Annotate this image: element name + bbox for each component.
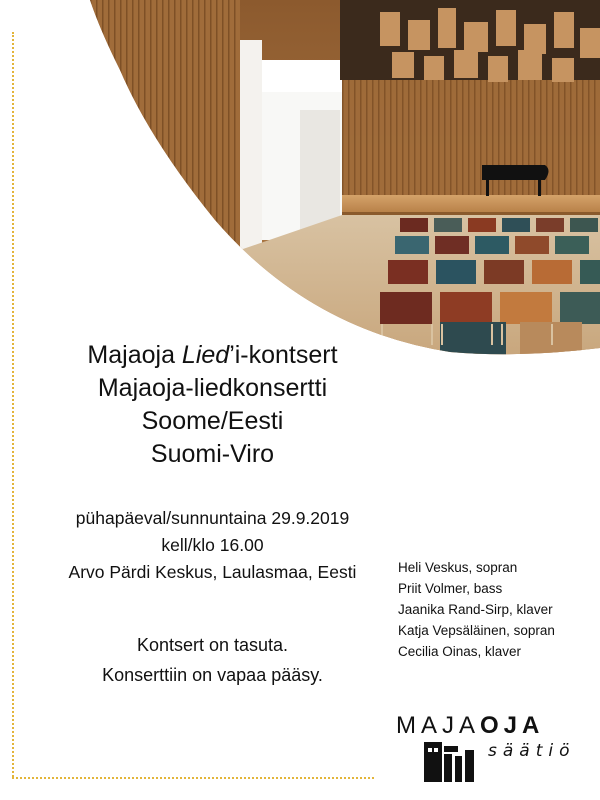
concert-title-et	[30, 339, 395, 372]
country-et: Soome/Eesti	[141, 407, 284, 435]
title-prefix: Majaoja	[87, 341, 182, 369]
logo-maja: MAJA	[396, 712, 481, 739]
country-fi: Suomi-Viro	[150, 440, 275, 468]
event-details	[28, 505, 397, 586]
performer-2: Priit Volmer, bass	[398, 581, 503, 596]
performer-3: Jaanika Rand-Sirp, klaver	[398, 602, 553, 617]
concert-title-fi: Majaoja-liedkonsertti	[97, 374, 328, 402]
title-suffix: ’i-kontsert	[229, 341, 338, 369]
majaoja-logo-wordmark	[396, 712, 544, 740]
concert-hall-photo	[0, 0, 600, 360]
title-lied: Lied	[181, 341, 230, 369]
entry-free-et: Kontsert on tasuta.	[136, 635, 289, 655]
performer-1: Heli Veskus, sopran	[398, 560, 518, 575]
entry-free-fi: Konserttiin on vapaa pääsy.	[102, 665, 323, 685]
event-date: pühapäeval/sunnuntaina 29.9.2019	[75, 508, 350, 528]
dotted-border-bottom	[12, 777, 374, 779]
event-time: kell/klo 16.00	[161, 535, 264, 555]
performers-list	[398, 557, 555, 662]
performer-4: Katja Vepsäläinen, sopran	[398, 623, 555, 638]
event-venue: Arvo Pärdi Keskus, Laulasmaa, Eesti	[68, 562, 357, 582]
entry-info	[28, 630, 397, 690]
concert-title-block	[30, 339, 395, 471]
logo-saatio: säätiö	[488, 741, 576, 761]
logo-oja: OJA	[480, 712, 545, 739]
majaoja-logo-mark-icon	[424, 742, 482, 782]
performer-5: Cecilia Oinas, klaver	[398, 644, 522, 659]
